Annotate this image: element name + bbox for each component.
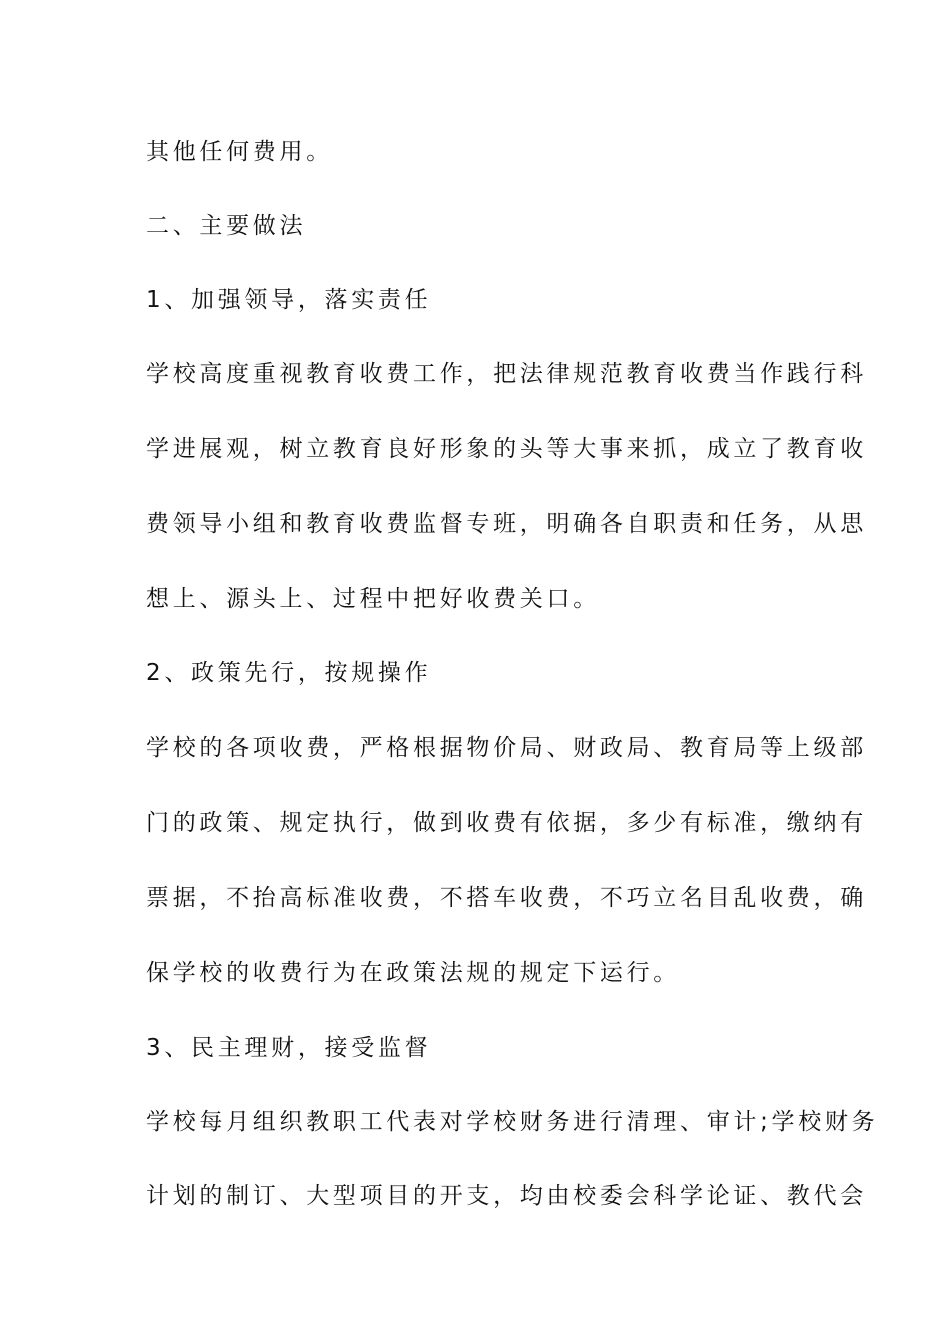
subsection-heading-2: 2、政策先行，按规操作 [146, 660, 432, 686]
paragraph-line: 计划的制订、大型项目的开支，均由校委会科学论证、教代会 [146, 1183, 867, 1209]
paragraph-line: 票据，不抬高标准收费，不搭车收费，不巧立名目乱收费，确 [146, 885, 867, 911]
section-heading: 二、主要做法 [146, 213, 307, 239]
paragraph-line: 学进展观，树立教育良好形象的头等大事来抓，成立了教育收 [146, 436, 867, 462]
paragraph-line: 门的政策、规定执行，做到收费有依据，多少有标准，缴纳有 [146, 810, 867, 836]
paragraph-line: 学校高度重视教育收费工作，把法律规范教育收费当作践行科 [146, 361, 867, 387]
paragraph-line: 想上、源头上、过程中把好收费关口。 [146, 586, 600, 612]
paragraph-line: 保学校的收费行为在政策法规的规定下运行。 [146, 960, 680, 986]
paragraph-line: 学校每月组织教职工代表对学校财务进行清理、审计;学校财务 [146, 1109, 879, 1135]
subsection-heading-1: 1、加强领导，落实责任 [146, 287, 432, 313]
subsection-heading-3: 3、民主理财，接受监督 [146, 1035, 432, 1061]
paragraph-line: 费领导小组和教育收费监督专班，明确各自职责和任务，从思 [146, 511, 867, 537]
paragraph-line: 学校的各项收费，严格根据物价局、财政局、教育局等上级部 [146, 735, 867, 761]
paragraph-continuation: 其他任何费用。 [146, 139, 333, 165]
